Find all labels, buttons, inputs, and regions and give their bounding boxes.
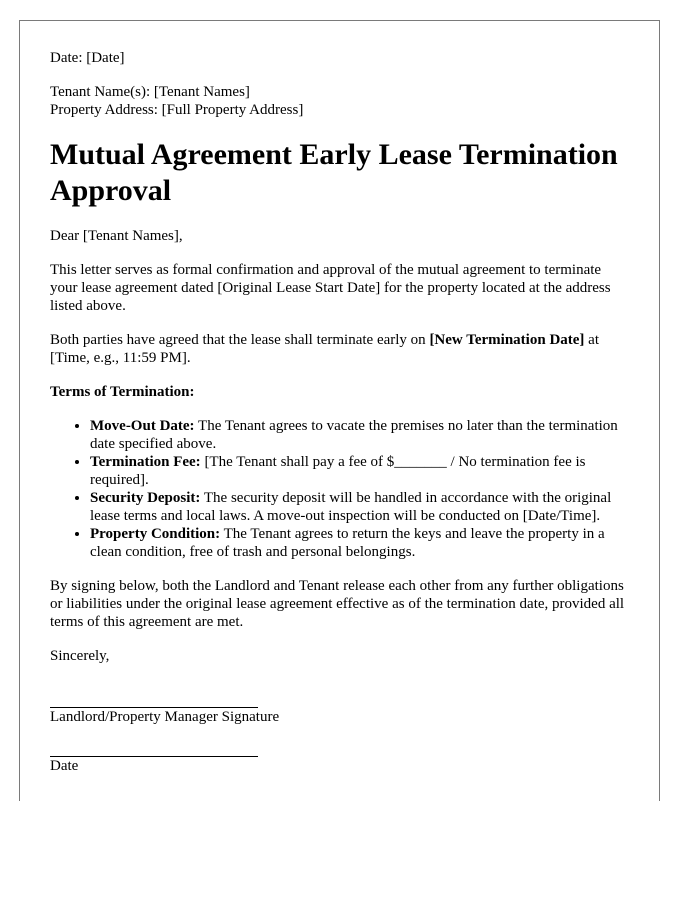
term-item-property-condition [90, 525, 629, 561]
letter-page [19, 20, 660, 801]
agreement-paragraph [50, 331, 629, 367]
term-label: Termination Fee: [90, 454, 201, 470]
salutation: Dear [Tenant Names], [50, 228, 183, 244]
landlord-signature-label: Landlord/Property Manager Signature [50, 709, 280, 725]
term-label: Security Deposit: [90, 490, 201, 506]
signature-block [50, 681, 629, 775]
term-text: [The Tenant shall pay a fee of $_______ / No termination fee is required]. [90, 454, 586, 488]
term-text: The Tenant agrees to vacate the premises no later than the termination date specified above. [90, 418, 618, 452]
release-paragraph: By signing below, both the Landlord and Tenant release each other from any further obligations or liabilities under the original lease agreement effective as of the termination date, provided all terms of this agreement are met. [50, 578, 625, 630]
term-label: Move-Out Date: [90, 418, 195, 434]
terms-list [50, 417, 629, 561]
term-label: Property Condition: [90, 526, 221, 542]
term-item-move-out [90, 417, 629, 453]
term-item-termination-fee [90, 453, 629, 489]
term-text: The security deposit will be handled in accordance with the original lease terms and local laws. A move-out inspection will be conducted on [Date/Time]. [90, 490, 612, 524]
letter-title: Mutual Agreement Early Lease Termination Approval [50, 138, 618, 207]
date-signature-label: Date [50, 758, 79, 774]
closing: Sincerely, [50, 648, 110, 664]
date-line: Date: [Date] [50, 50, 125, 66]
tenant-names-line: Tenant Name(s): [Tenant Names] [50, 84, 250, 100]
agreement-text-after: at [Time, e.g., 11:59 PM]. [50, 332, 599, 366]
intro-paragraph: This letter serves as formal confirmation and approval of the mutual agreement to terminate your lease agreement dated [Original Lease Start Date] for the property located at the address listed above. [50, 262, 611, 314]
term-item-security-deposit [90, 489, 629, 525]
termination-date: [New Termination Date] [429, 332, 585, 348]
property-address-line: Property Address: [Full Property Address] [50, 102, 304, 118]
term-text: The Tenant agrees to return the keys and leave the property in a clean condition, free of trash and personal belongings. [90, 526, 605, 560]
agreement-text-before: Both parties have agreed that the lease shall terminate early on [50, 332, 430, 348]
terms-heading: Terms of Termination: [50, 384, 195, 400]
